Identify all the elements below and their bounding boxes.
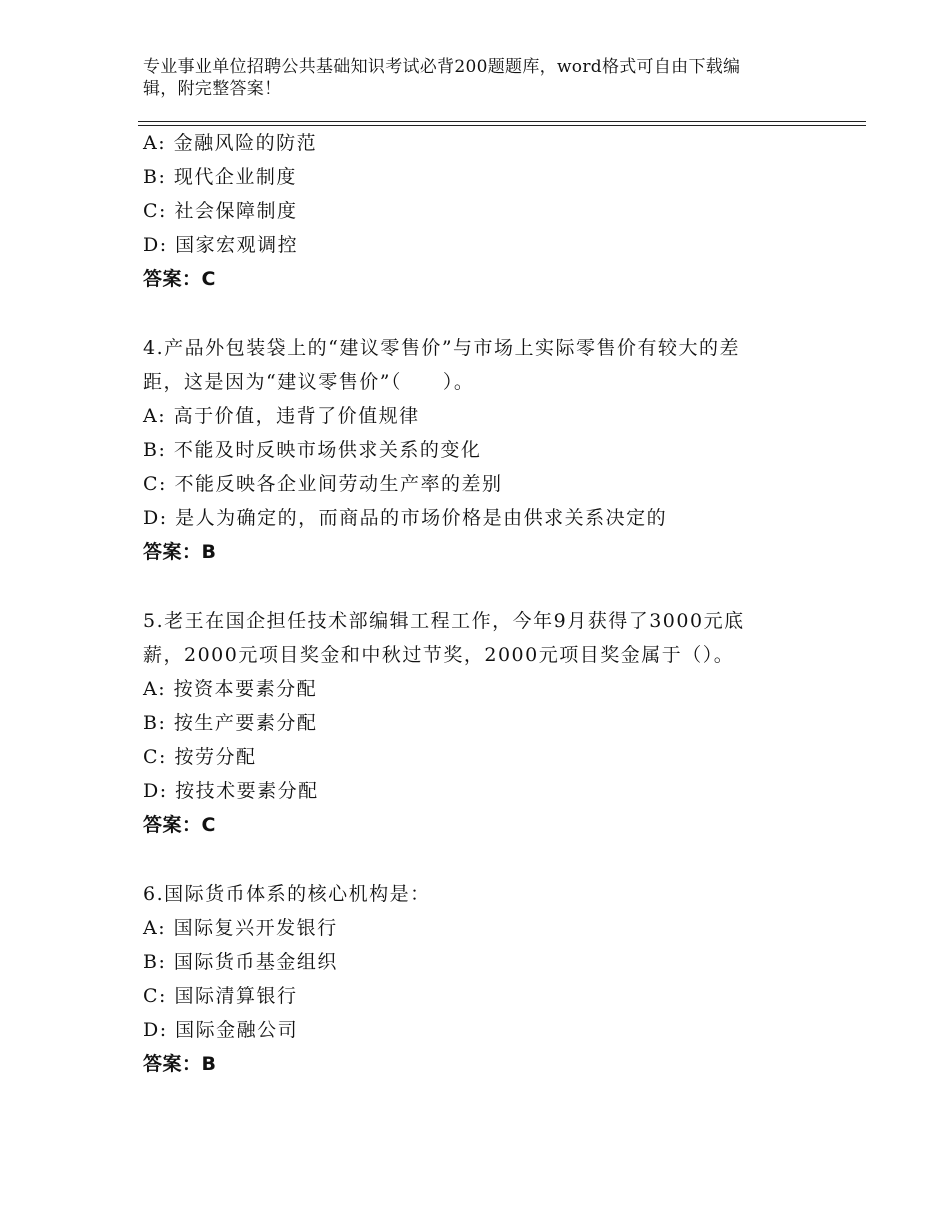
q3-option-d: D: 国家宏观调控	[143, 234, 299, 256]
q3-option-b: B: 现代企业制度	[143, 166, 297, 188]
q4-option-c: C: 不能反映各企业间劳动生产率的差别	[143, 473, 503, 495]
q5-option-b: B: 按生产要素分配	[143, 712, 318, 734]
q4-stem-line-1: 4.产品外包装袋上的“建议零售价”与市场上实际零售价有较大的差	[143, 337, 741, 359]
q6-option-a: A: 国际复兴开发银行	[143, 917, 338, 939]
header-title-line-1: 专业事业单位招聘公共基础知识考试必背200题题库，word格式可自由下载编	[143, 57, 741, 77]
document-header	[143, 56, 783, 100]
header-divider-top	[138, 121, 866, 122]
q5-answer: 答案：C	[143, 814, 216, 836]
q5-option-d: D: 按技术要素分配	[143, 780, 319, 802]
q4-stem-line-2: 距，这是因为“建议零售价”（ ）。	[143, 371, 475, 393]
header-divider-bottom	[138, 125, 866, 126]
q5-stem-line-1: 5.老王在国企担任技术部编辑工程工作，今年9月获得了3000元底	[143, 610, 745, 632]
q4-answer: 答案：B	[143, 541, 217, 563]
q4-option-d: D: 是人为确定的，而商品的市场价格是由供求关系决定的	[143, 507, 668, 529]
q3-answer: 答案：C	[143, 268, 216, 290]
q5-option-a: A: 按资本要素分配	[143, 678, 318, 700]
q6-option-b: B: 国际货币基金组织	[143, 951, 338, 973]
q6-option-d: D: 国际金融公司	[143, 1019, 299, 1041]
q6-answer: 答案：B	[143, 1053, 217, 1075]
q5-option-c: C: 按劳分配	[143, 746, 257, 768]
q5-stem-line-2: 薪，2000元项目奖金和中秋过节奖，2000元项目奖金属于（）。	[143, 644, 735, 666]
header-title-line-2: 辑，附完整答案！	[143, 79, 282, 99]
q3-option-c: C: 社会保障制度	[143, 200, 298, 222]
q6-option-c: C: 国际清算银行	[143, 985, 298, 1007]
q4-option-a: A: 高于价值，违背了价值规律	[143, 405, 420, 427]
q6-stem-line-1: 6.国际货币体系的核心机构是：	[143, 883, 431, 905]
q3-option-a: A: 金融风险的防范	[143, 132, 318, 154]
q4-option-b: B: 不能及时反映市场供求关系的变化	[143, 439, 482, 461]
